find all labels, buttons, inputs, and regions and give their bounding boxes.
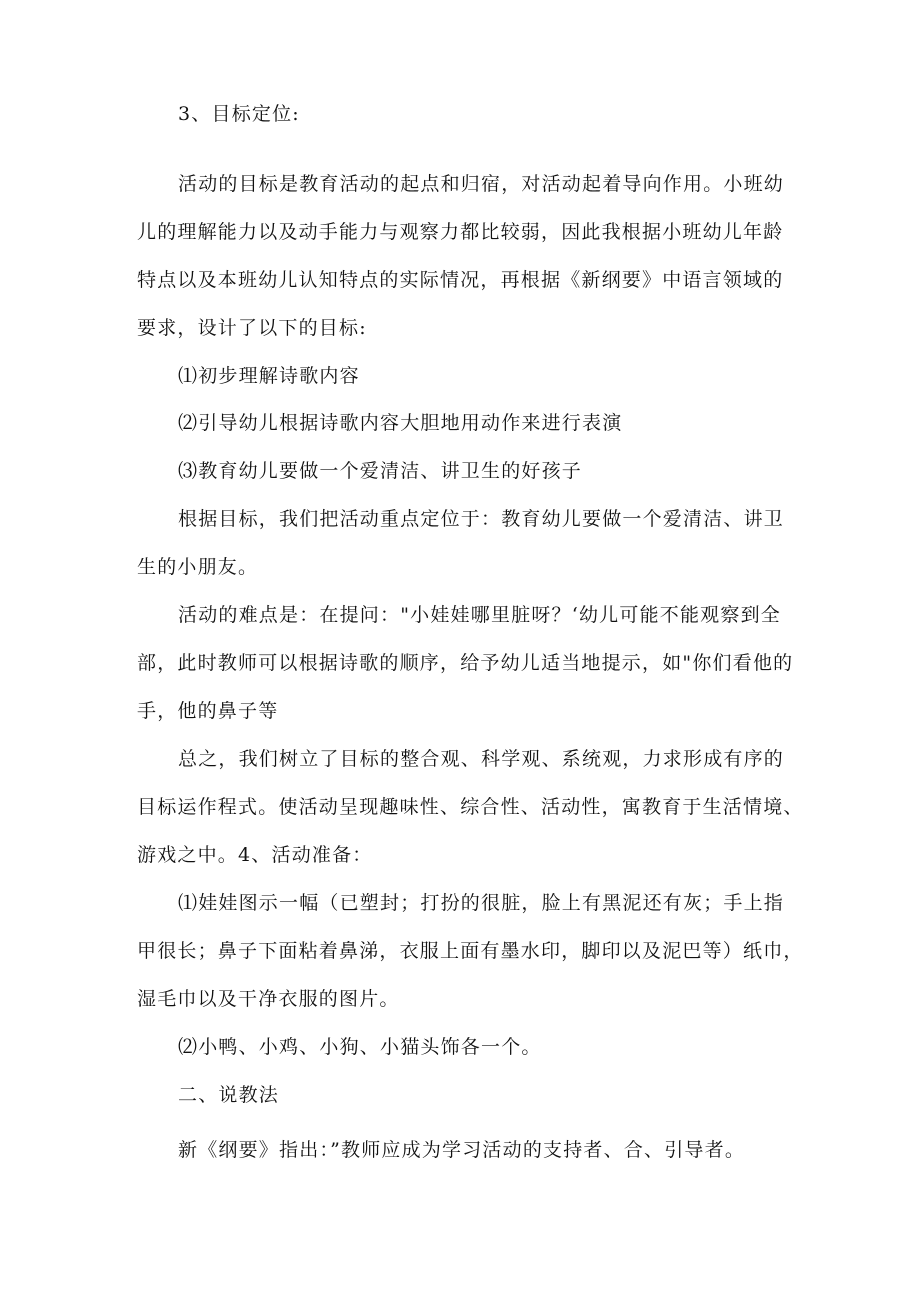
paragraph-line: 活动的难点是：在提问："小娃娃哪里脏呀？‘幼儿可能不能观察到全	[178, 604, 781, 626]
paragraph-line: 游戏之中。4、活动准备：	[137, 844, 373, 866]
paragraph-line: 特点以及本班幼儿认知特点的实际情况，再根据《新纲要》中语言领域的	[137, 269, 784, 291]
paragraph-line: 生的小朋友。	[137, 556, 259, 578]
paragraph-line: 目标运作程式。使活动呈现趣味性、综合性、活动性，寓教育于生活情境、	[137, 796, 804, 818]
paragraph-line: 甲很长；鼻子下面粘着鼻涕，衣服上面有墨水印，脚印以及泥巴等）纸巾，	[137, 940, 804, 962]
paragraph-line: 根据目标，我们把活动重点定位于：教育幼儿要做一个爱清洁、讲卫	[178, 508, 785, 530]
goal-item-1: ⑴初步理解诗歌内容	[178, 365, 360, 387]
section-heading-goal: 3、目标定位:	[178, 103, 300, 125]
goal-item-3: ⑶教育幼儿要做一个爱清洁、讲卫生的好孩子	[178, 460, 583, 482]
paragraph-line: 总之，我们树立了目标的整合观、科学观、系统观，力求形成有序的	[178, 748, 785, 770]
paragraph-line: 部，此时教师可以根据诗歌的顺序，给予幼儿适当地提示，如"你们看他的	[137, 652, 794, 674]
paragraph-line: 活动的目标是教育活动的起点和归宿，对活动起着导向作用。小班幼	[178, 173, 785, 195]
paragraph-line: 手，他的鼻子等	[137, 700, 279, 722]
section-heading-teaching-method: 二、说教法	[178, 1084, 280, 1106]
goal-item-2: ⑵引导幼儿根据诗歌内容大胆地用动作来进行表演	[178, 412, 623, 434]
paragraph-line: 湿毛巾以及干净衣服的图片。	[137, 988, 400, 1010]
prep-item-2: ⑵小鸭、小鸡、小狗、小猫头饰各一个。	[178, 1036, 542, 1058]
prep-item-1: ⑴娃娃图示一幅（已塑封；打扮的很脏，脸上有黑泥还有灰；手上指	[178, 892, 785, 914]
paragraph-line: 儿的理解能力以及动手能力与观察力都比较弱，因此我根据小班幼儿年龄	[137, 221, 784, 243]
paragraph-line: 要求，设计了以下的目标:	[137, 317, 367, 339]
paragraph-line: 新《纲要》指出：”教师应成为学习活动的支持者、合、引导者。	[178, 1139, 746, 1161]
